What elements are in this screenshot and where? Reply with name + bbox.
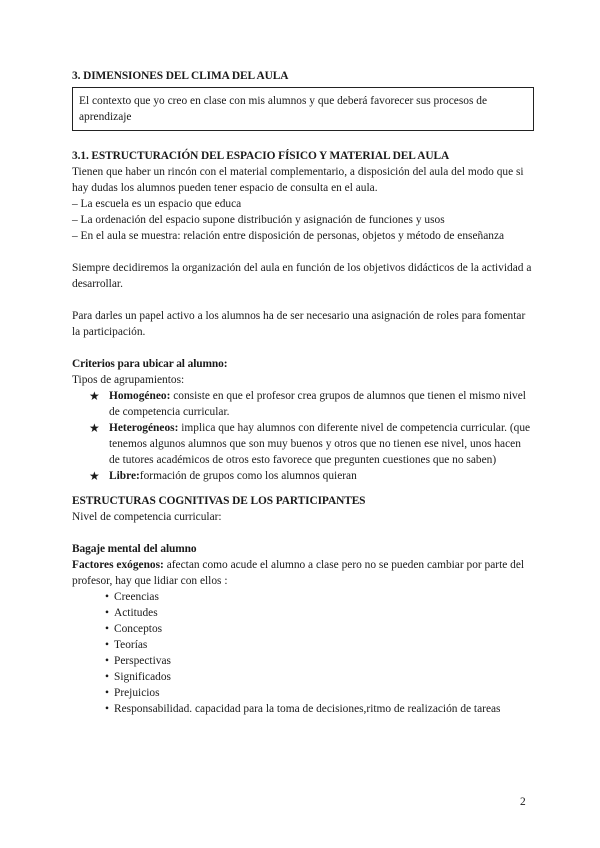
item-term: Heterogéneos:: [109, 422, 179, 434]
section-3-1-intro: Tienen que haber un rincón con el material complementario, a disposición del aula del modo que si hay dudas los alumnos pueden tener espacio de consulta en el aula.: [72, 166, 524, 194]
star-icon: ★: [89, 389, 100, 403]
section-3-title: 3. DIMENSIONES DEL CLIMA DEL AULA: [72, 70, 289, 82]
bullet-icon: •: [105, 623, 109, 635]
definition-box: [72, 87, 534, 131]
item-text: consiste en que el profesor crea grupos de alumnos que tienen el mismo nivel de competencia curricular.: [109, 390, 526, 418]
document-page: [72, 68, 534, 717]
item-text: formación de grupos como los alumnos quieran: [139, 470, 357, 482]
star-icon: ★: [89, 421, 100, 435]
list-item: [72, 468, 534, 484]
factores-paragraph: [72, 557, 534, 589]
dash-item: – La escuela es un espacio que educa: [72, 198, 242, 210]
bullet-icon: •: [105, 591, 109, 603]
agrupamientos-list: [72, 388, 534, 484]
star-icon: ★: [89, 469, 100, 483]
list-item: [72, 388, 534, 420]
bullet-icon: •: [105, 655, 109, 667]
criterios-subtitle: Tipos de agrupamientos:: [72, 374, 185, 386]
factores-list: [72, 589, 534, 717]
criterios-title: Criterios para ubicar al alumno:: [72, 358, 228, 370]
list-item: • Significados: [105, 671, 171, 683]
page-number: 2: [520, 796, 526, 808]
bullet-icon: •: [105, 639, 109, 651]
dash-item: – En el aula se muestra: relación entre disposición de personas, objetos y método de enseñanza: [72, 230, 505, 242]
dash-item: – La ordenación del espacio supone distribución y asignación de funciones y usos: [72, 214, 445, 226]
definition-text: El contexto que yo creo en clase con mis alumnos y que deberá favorecer sus procesos de aprendizaje: [79, 95, 488, 123]
list-item: • Perspectivas: [105, 655, 171, 667]
list-item: • Conceptos: [105, 623, 163, 635]
bullet-icon: •: [105, 671, 109, 683]
item-term: Libre:: [109, 470, 140, 482]
item-term: Homogéneo:: [109, 390, 171, 402]
list-item: [72, 420, 534, 468]
factores-text: afectan como acude el alumno a clase pero no se pueden cambiar por parte del profesor, hay que lidiar con ellos :: [72, 559, 525, 587]
list-item: • Responsabilidad. capacidad para la toma de decisiones,ritmo de realización de tareas: [105, 703, 501, 715]
item-text: implica que hay alumnos con diferente nivel de competencia curricular. (que tenemos algunos alumnos que son muy buenos y otros que no tienen ese nivel, unos hacen de tutores académicos de otros esto favorece que pregunten cuestiones que no saben): [109, 422, 531, 466]
list-item: • Actitudes: [105, 607, 158, 619]
paragraph-roles: Para darles un papel activo a los alumnos ha de ser necesario una asignación de roles para fomentar la participación.: [72, 310, 526, 338]
bullet-icon: •: [105, 607, 109, 619]
paragraph-organizacion: Siempre decidiremos la organización del aula en función de los objetivos didácticos de la actividad a desarrollar.: [72, 262, 532, 290]
factores-term: Factores exógenos:: [72, 559, 164, 571]
bullet-icon: •: [105, 687, 109, 699]
bagaje-title: Bagaje mental del alumno: [72, 543, 197, 555]
section-3-1-title: 3.1. ESTRUCTURACIÓN DEL ESPACIO FÍSICO Y MATERIAL DEL AULA: [72, 150, 450, 162]
list-item: • Prejuicios: [105, 687, 160, 699]
list-item: • Creencias: [105, 591, 159, 603]
bullet-icon: •: [105, 703, 109, 715]
estructuras-title: ESTRUCTURAS COGNITIVAS DE LOS PARTICIPANTES: [72, 495, 366, 507]
estructuras-subtitle: Nivel de competencia curricular:: [72, 511, 222, 523]
list-item: • Teorías: [105, 639, 148, 651]
